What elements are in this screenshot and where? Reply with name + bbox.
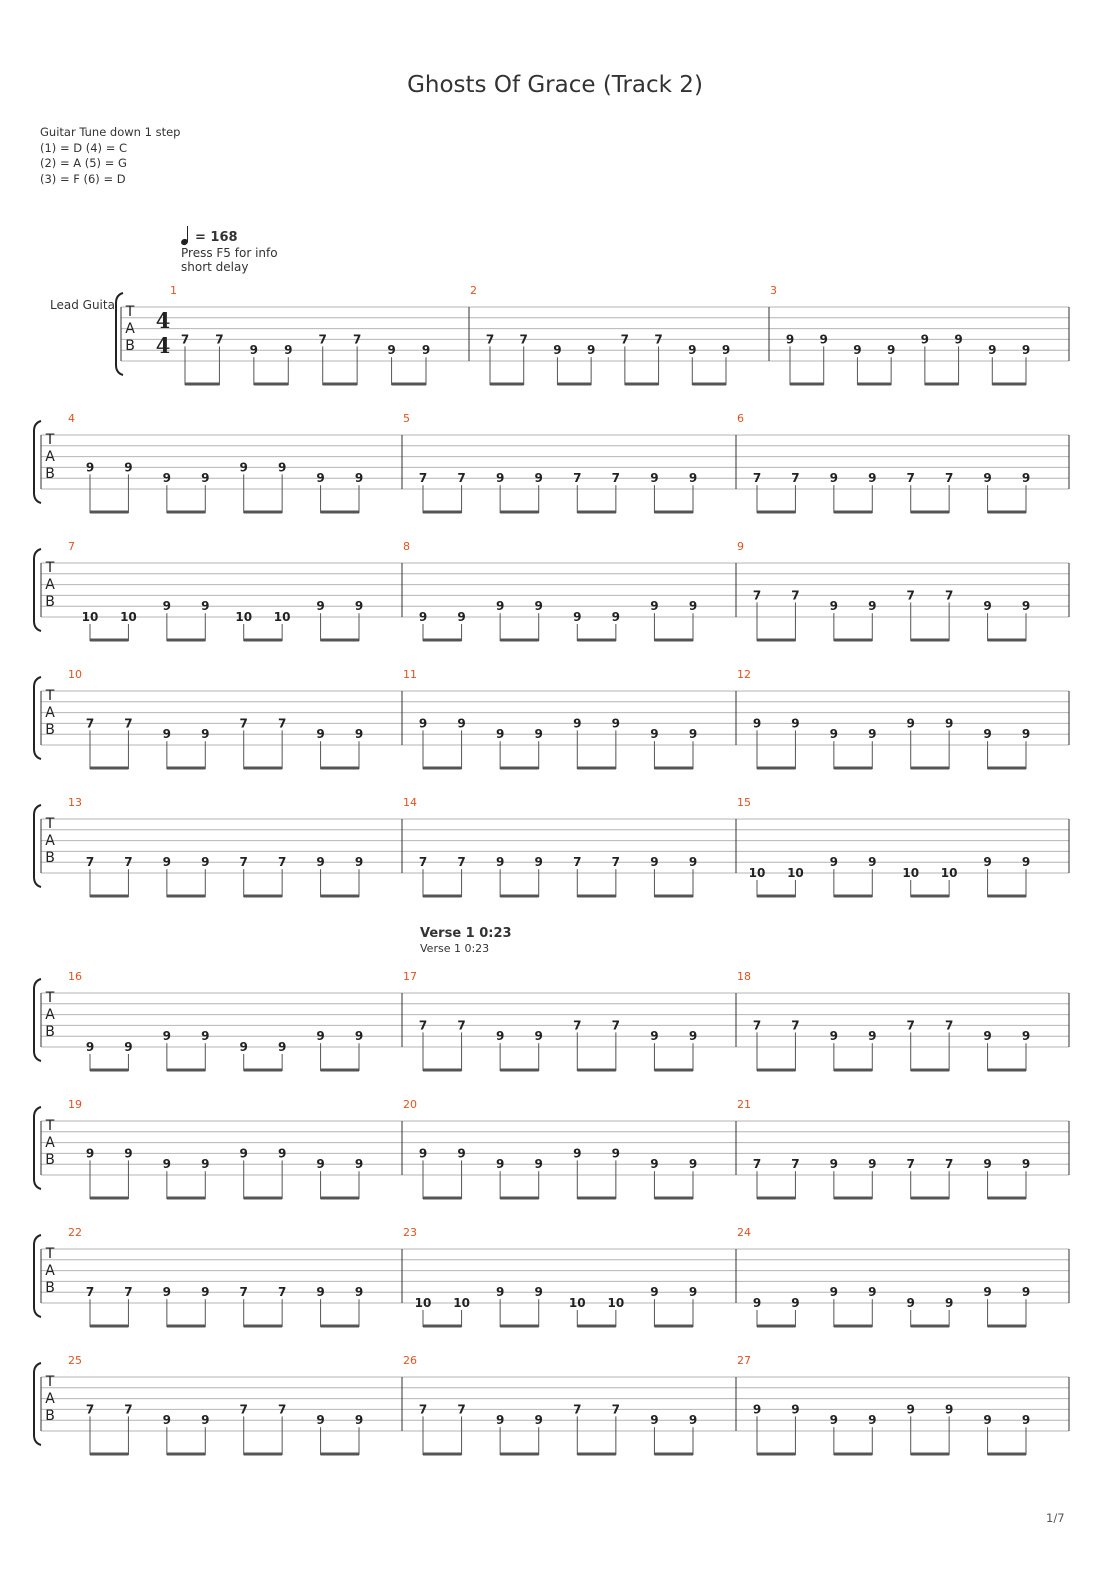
fret-number: 7 [418, 471, 428, 486]
fret-number: 7 [215, 332, 224, 347]
fret-number: 7 [277, 716, 287, 731]
fret-number: 9 [586, 343, 596, 358]
fret-number: 7 [752, 588, 762, 603]
fret-number: 9 [495, 1413, 505, 1428]
fret-number: 7 [791, 588, 800, 603]
tab-clef-letter: B [45, 594, 55, 610]
fret-number: 9 [354, 1157, 364, 1172]
tab-clef-letter: B [45, 1408, 55, 1424]
tab-clef-letter: A [45, 1391, 55, 1407]
fret-number: 7 [85, 1285, 95, 1300]
fret-number: 9 [1021, 1413, 1031, 1428]
fret-number: 7 [611, 855, 621, 870]
fret-number: 7 [906, 1157, 915, 1172]
measure-number: 20 [403, 1098, 417, 1111]
fret-number: 7 [611, 1018, 621, 1033]
fret-number: 9 [354, 1413, 364, 1428]
fret-number: 9 [239, 460, 248, 475]
fret-number: 7 [573, 1018, 582, 1033]
fret-number: 9 [868, 1285, 877, 1300]
tab-clef-letter: B [45, 850, 55, 866]
fret-number: 9 [944, 1402, 954, 1417]
measure-number: 12 [737, 668, 751, 681]
fret-number: 7 [418, 1402, 428, 1417]
measure-number: 22 [68, 1226, 82, 1239]
fret-number: 9 [791, 716, 800, 731]
fret-number: 9 [534, 1029, 543, 1044]
fret-number: 9 [573, 610, 582, 624]
fret-number: 7 [277, 1402, 287, 1417]
tab-clef-letter: B [45, 1024, 55, 1040]
fret-number: 7 [752, 1018, 762, 1033]
fret-number: 10 [235, 610, 253, 624]
fret-number: 9 [534, 1285, 543, 1300]
fret-number: 9 [201, 1413, 210, 1428]
fret-number: 9 [611, 716, 621, 731]
fret-number: 7 [124, 855, 133, 870]
fret-number: 9 [162, 471, 172, 486]
fret-number: 9 [868, 1157, 877, 1172]
fret-number: 9 [829, 1413, 839, 1428]
fret-number: 9 [853, 343, 862, 358]
measure-number: 9 [737, 540, 744, 553]
fret-number: 7 [611, 471, 621, 486]
system-bracket [34, 1107, 41, 1189]
fret-number: 9 [162, 1413, 172, 1428]
fret-number: 7 [318, 332, 327, 347]
tab-clef-letter: B [45, 466, 55, 482]
fret-number: 9 [201, 1285, 210, 1300]
measure-number: 13 [68, 796, 82, 809]
fret-number: 9 [495, 1157, 505, 1172]
fret-number: 7 [573, 855, 582, 870]
fret-number: 7 [944, 1018, 954, 1033]
measure-number: 6 [737, 412, 744, 425]
fret-number: 7 [352, 332, 362, 347]
fret-number: 9 [201, 471, 210, 486]
fret-number: 9 [316, 1157, 325, 1172]
fret-number: 7 [791, 1018, 800, 1033]
fret-number: 9 [829, 855, 839, 870]
fret-number: 9 [983, 599, 992, 614]
fret-number: 9 [1021, 1285, 1031, 1300]
measure-number: 24 [737, 1226, 751, 1239]
fret-number: 10 [453, 1296, 470, 1310]
fret-number: 7 [239, 855, 248, 870]
measure-number: 27 [737, 1354, 751, 1367]
fret-number: 9 [791, 1402, 800, 1417]
measure-number: 16 [68, 970, 82, 983]
tuning-line: (3) = F (6) = D [40, 171, 126, 186]
fret-number: 9 [553, 343, 562, 358]
fret-number: 9 [688, 1285, 698, 1300]
tab-clef-letter: A [45, 1263, 55, 1279]
fret-number: 7 [906, 471, 915, 486]
fret-number: 7 [457, 1402, 466, 1417]
tab-clef-letter: T [125, 304, 135, 320]
tuning-header: Guitar Tune down 1 step [40, 125, 181, 139]
section-marker: Verse 1 0:23 [420, 926, 512, 941]
fret-number: 10 [902, 866, 920, 880]
fret-number: 9 [1021, 1157, 1031, 1172]
system-bracket [34, 421, 41, 503]
fret-number: 9 [829, 1157, 839, 1172]
fret-number: 9 [495, 1285, 505, 1300]
fret-number: 9 [983, 1285, 992, 1300]
measure-number: 18 [737, 970, 751, 983]
tab-clef-letter: A [45, 449, 55, 465]
tempo-note-1: Press F5 for info [181, 246, 278, 260]
tab-clef-letter: T [45, 1118, 55, 1134]
fret-number: 7 [239, 716, 248, 731]
fret-number: 9 [201, 599, 210, 614]
tab-clef-letter: B [45, 722, 55, 738]
system-bracket [34, 1363, 41, 1445]
fret-number: 9 [829, 1285, 839, 1300]
system-bracket [116, 293, 123, 375]
fret-number: 9 [354, 855, 364, 870]
fret-number: 9 [162, 599, 172, 614]
fret-number: 7 [620, 332, 630, 347]
fret-number: 9 [284, 343, 293, 358]
measure-number: 11 [403, 668, 417, 681]
fret-number: 7 [752, 1157, 762, 1172]
fret-number: 9 [868, 1413, 877, 1428]
fret-number: 9 [85, 1040, 95, 1054]
fret-number: 9 [650, 1285, 659, 1300]
fret-number: 9 [1021, 855, 1031, 870]
fret-number: 10 [787, 866, 804, 880]
fret-number: 7 [654, 332, 663, 347]
fret-number: 7 [85, 1402, 95, 1417]
fret-number: 9 [944, 1296, 954, 1310]
fret-number: 7 [457, 1018, 466, 1033]
fret-number: 7 [457, 855, 466, 870]
measure-number: 21 [737, 1098, 751, 1111]
fret-number: 9 [354, 727, 364, 742]
fret-number: 9 [688, 471, 698, 486]
fret-number: 7 [418, 855, 428, 870]
fret-number: 9 [354, 1029, 364, 1044]
fret-number: 10 [607, 1296, 625, 1310]
fret-number: 7 [124, 716, 133, 731]
fret-number: 9 [457, 716, 466, 731]
fret-number: 9 [249, 343, 259, 358]
fret-number: 9 [721, 343, 731, 358]
fret-number: 9 [611, 610, 621, 624]
instrument-name: Lead Guita [50, 298, 115, 312]
fret-number: 9 [650, 599, 659, 614]
fret-number: 7 [485, 332, 495, 347]
measure-number: 15 [737, 796, 751, 809]
fret-number: 9 [316, 1285, 325, 1300]
fret-number: 9 [886, 343, 896, 358]
fret-number: 9 [983, 1029, 992, 1044]
fret-number: 9 [239, 1040, 248, 1054]
fret-number: 9 [316, 855, 325, 870]
fret-number: 10 [940, 866, 958, 880]
fret-number: 9 [162, 1029, 172, 1044]
fret-number: 9 [868, 599, 877, 614]
fret-number: 9 [983, 471, 992, 486]
fret-number: 9 [534, 727, 543, 742]
system-bracket [34, 979, 41, 1061]
fret-number: 9 [688, 1157, 698, 1172]
system-bracket [34, 549, 41, 631]
fret-number: 7 [906, 588, 915, 603]
fret-number: 9 [688, 727, 698, 742]
fret-number: 9 [201, 727, 210, 742]
system-bracket [34, 805, 41, 887]
fret-number: 9 [316, 1029, 325, 1044]
tab-clef-letter: T [45, 1374, 55, 1390]
fret-number: 9 [920, 332, 930, 347]
fret-number: 9 [819, 332, 828, 347]
fret-number: 9 [316, 599, 325, 614]
fret-number: 9 [277, 1040, 287, 1054]
fret-number: 9 [316, 727, 325, 742]
fret-number: 9 [688, 599, 698, 614]
fret-number: 7 [124, 1285, 133, 1300]
fret-number: 9 [868, 727, 877, 742]
measure-number: 23 [403, 1226, 417, 1239]
fret-number: 9 [611, 1146, 621, 1161]
tab-clef-letter: T [45, 1246, 55, 1262]
tab-clef-letter: T [45, 688, 55, 704]
fret-number: 9 [457, 1146, 466, 1161]
fret-number: 7 [418, 1018, 428, 1033]
fret-number: 10 [748, 866, 766, 880]
fret-number: 9 [124, 1146, 133, 1161]
fret-number: 9 [534, 855, 543, 870]
fret-number: 9 [85, 1146, 95, 1161]
fret-number: 9 [201, 855, 210, 870]
fret-number: 7 [752, 471, 762, 486]
fret-number: 9 [944, 716, 954, 731]
fret-number: 9 [1021, 599, 1031, 614]
tab-clef-letter: B [125, 338, 135, 354]
fret-number: 10 [273, 610, 291, 624]
fret-number: 9 [752, 1296, 762, 1310]
tab-clef-letter: A [45, 705, 55, 721]
tab-clef-letter: A [45, 1135, 55, 1151]
tab-clef-letter: A [45, 833, 55, 849]
tab-clef-letter: T [45, 432, 55, 448]
fret-number: 9 [1021, 343, 1031, 358]
tempo-value: = 168 [194, 230, 238, 245]
tempo-note-2: short delay [181, 260, 249, 274]
fret-number: 9 [829, 599, 839, 614]
system-bracket [34, 1235, 41, 1317]
fret-number: 9 [983, 1157, 992, 1172]
fret-number: 10 [568, 1296, 586, 1310]
song-title: Ghosts Of Grace (Track 2) [407, 72, 703, 98]
tab-clef-letter: B [45, 1280, 55, 1296]
tab-clef-letter: T [45, 560, 55, 576]
fret-number: 7 [277, 855, 287, 870]
fret-number: 9 [688, 1029, 698, 1044]
fret-number: 9 [354, 471, 364, 486]
fret-number: 9 [495, 855, 505, 870]
fret-number: 9 [752, 716, 762, 731]
section-marker-sub: Verse 1 0:23 [420, 942, 490, 955]
fret-number: 9 [983, 855, 992, 870]
fret-number: 9 [85, 460, 95, 475]
fret-number: 9 [983, 727, 992, 742]
fret-number: 9 [316, 1413, 325, 1428]
fret-number: 7 [944, 1157, 954, 1172]
fret-number: 9 [650, 855, 659, 870]
fret-number: 9 [752, 1402, 762, 1417]
fret-number: 9 [791, 1296, 800, 1310]
fret-number: 9 [906, 1402, 915, 1417]
fret-number: 7 [277, 1285, 287, 1300]
fret-number: 7 [519, 332, 528, 347]
measure-number: 26 [403, 1354, 417, 1367]
measure-number: 17 [403, 970, 417, 983]
fret-number: 9 [239, 1146, 248, 1161]
fret-number: 9 [534, 1413, 543, 1428]
fret-number: 7 [944, 588, 954, 603]
fret-number: 9 [534, 599, 543, 614]
fret-number: 9 [868, 471, 877, 486]
fret-number: 7 [791, 471, 800, 486]
system-bracket [34, 677, 41, 759]
tab-clef-letter: T [45, 990, 55, 1006]
fret-number: 9 [162, 855, 172, 870]
measure-number: 25 [68, 1354, 82, 1367]
fret-number: 9 [650, 1029, 659, 1044]
fret-number: 9 [1021, 727, 1031, 742]
fret-number: 9 [1021, 471, 1031, 486]
fret-number: 9 [650, 1413, 659, 1428]
tab-clef-letter: B [45, 1152, 55, 1168]
fret-number: 9 [688, 1413, 698, 1428]
fret-number: 9 [954, 332, 963, 347]
fret-number: 9 [829, 1029, 839, 1044]
fret-number: 9 [988, 343, 997, 358]
tuning-line: (1) = D (4) = C [40, 140, 128, 155]
fret-number: 9 [534, 471, 543, 486]
fret-number: 9 [495, 471, 505, 486]
fret-number: 9 [650, 1157, 659, 1172]
measure-number: 1 [170, 284, 177, 297]
fret-number: 9 [906, 716, 915, 731]
fret-number: 9 [201, 1157, 210, 1172]
fret-number: 9 [387, 343, 396, 358]
tab-clef-letter: A [45, 577, 55, 593]
fret-number: 9 [277, 1146, 287, 1161]
measure-number: 7 [68, 540, 75, 553]
tab-clef-letter: A [125, 321, 135, 337]
measure-number: 2 [470, 284, 477, 297]
fret-number: 7 [239, 1285, 248, 1300]
fret-number: 9 [124, 460, 133, 475]
fret-number: 7 [85, 855, 95, 870]
time-signature-bottom: 4 [155, 333, 171, 358]
fret-number: 9 [573, 1146, 582, 1161]
page-number: 1/7 [1046, 1511, 1065, 1525]
fret-number: 9 [418, 610, 428, 624]
fret-number: 9 [785, 332, 795, 347]
tuning-line: (2) = A (5) = G [40, 156, 127, 170]
fret-number: 9 [124, 1040, 133, 1054]
measure-number: 5 [403, 412, 410, 425]
fret-number: 9 [418, 716, 428, 731]
fret-number: 9 [354, 1285, 364, 1300]
fret-number: 9 [534, 1157, 543, 1172]
fret-number: 9 [421, 343, 431, 358]
fret-number: 9 [688, 855, 698, 870]
fret-number: 9 [162, 1285, 172, 1300]
fret-number: 7 [124, 1402, 133, 1417]
fret-number: 9 [162, 1157, 172, 1172]
fret-number: 9 [906, 1296, 915, 1310]
fret-number: 7 [791, 1157, 800, 1172]
fret-number: 9 [495, 1029, 505, 1044]
fret-number: 9 [354, 599, 364, 614]
tab-clef-letter: T [45, 816, 55, 832]
fret-number: 9 [457, 610, 466, 624]
fret-number: 9 [573, 716, 582, 731]
fret-number: 7 [944, 471, 954, 486]
measure-number: 3 [770, 284, 777, 297]
fret-number: 10 [120, 610, 137, 624]
fret-number: 10 [81, 610, 99, 624]
fret-number: 9 [162, 727, 172, 742]
fret-number: 9 [495, 599, 505, 614]
tab-clef-letter: A [45, 1007, 55, 1023]
fret-number: 9 [868, 855, 877, 870]
fret-number: 7 [906, 1018, 915, 1033]
fret-number: 9 [983, 1413, 992, 1428]
fret-number: 9 [418, 1146, 428, 1161]
measure-number: 8 [403, 540, 410, 553]
fret-number: 9 [650, 727, 659, 742]
fret-number: 9 [277, 460, 287, 475]
time-signature-top: 4 [155, 308, 171, 333]
fret-number: 9 [688, 343, 697, 358]
fret-number: 7 [180, 332, 190, 347]
measure-number: 10 [68, 668, 82, 681]
fret-number: 9 [316, 471, 325, 486]
measure-number: 14 [403, 796, 417, 809]
fret-number: 9 [829, 471, 839, 486]
fret-number: 7 [85, 716, 95, 731]
fret-number: 7 [573, 471, 582, 486]
fret-number: 7 [573, 1402, 582, 1417]
measure-number: 4 [68, 412, 75, 425]
fret-number: 7 [457, 471, 466, 486]
fret-number: 9 [829, 727, 839, 742]
fret-number: 9 [868, 1029, 877, 1044]
measure-number: 19 [68, 1098, 82, 1111]
fret-number: 10 [414, 1296, 432, 1310]
fret-number: 7 [239, 1402, 248, 1417]
fret-number: 9 [650, 471, 659, 486]
fret-number: 9 [201, 1029, 210, 1044]
fret-number: 9 [495, 727, 505, 742]
fret-number: 7 [611, 1402, 621, 1417]
fret-number: 9 [1021, 1029, 1031, 1044]
